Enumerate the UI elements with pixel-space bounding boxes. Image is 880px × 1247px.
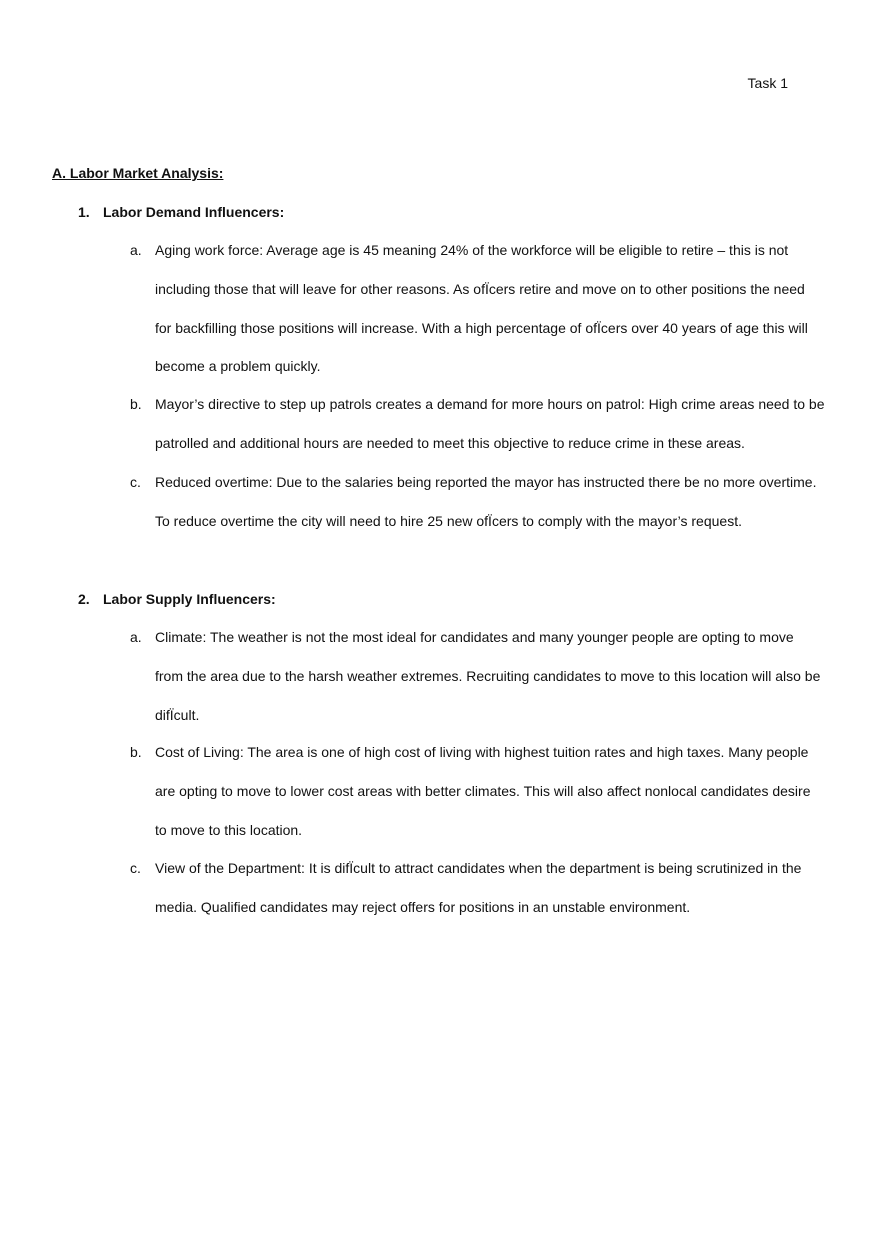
list-item-text: Cost of Living: The area is one of high cost of living with highest tuition rates and high taxes. Many people are opting to move to lower cost areas with better climates. This will also affect nonlocal candidates desire to move to this location. [155, 744, 811, 838]
heading-text: Labor Demand Influencers: [103, 204, 285, 220]
list-letter: b. [130, 744, 142, 760]
list-item [130, 463, 825, 541]
list-item-text: Mayor’s directive to step up patrols creates a demand for more hours on patrol: High crime areas need to be patrolled and additional hours are needed to meet this objective to reduce crime in these areas. [155, 396, 825, 451]
list-letter: a. [130, 629, 142, 645]
list-item [130, 231, 825, 386]
list-item-text: Reduced overtime: Due to the salaries being reported the mayor has instructed there be no more overtime. To reduce overtime the city will need to hire 25 new ofÏcers to comply with the mayor’s request. [155, 474, 817, 529]
list-letter: a. [130, 242, 142, 258]
list-item [130, 385, 825, 463]
labor-supply-heading [78, 590, 276, 608]
list-letter: c. [130, 474, 141, 490]
list-item [130, 849, 825, 927]
list-item-text: Aging work force: Average age is 45 meaning 24% of the workforce will be eligible to retire – this is not including those that will leave for other reasons. As ofÏcers retire and move on to other positions the need for backfilling those positions will increase. With a high percentage of ofÏcers over 40 years of age this will become a problem quickly. [155, 242, 808, 375]
list-item-text: Climate: The weather is not the most ideal for candidates and many younger people are opting to move from the area due to the harsh weather extremes. Recruiting candidates to move to this location will also be difÏcult. [155, 629, 821, 723]
list-number: 1. [78, 204, 90, 220]
list-letter: c. [130, 860, 141, 876]
list-letter: b. [130, 396, 142, 412]
list-item [130, 733, 825, 849]
list-item [130, 618, 825, 734]
heading-text: Labor Supply Influencers: [103, 591, 276, 607]
list-number: 2. [78, 591, 90, 607]
running-head: Task 1 [747, 75, 788, 91]
section-heading: A. Labor Market Analysis: [52, 165, 224, 181]
list-item-text: View of the Department: It is difÏcult to attract candidates when the department is being scrutinized in the media. Qualified candidates may reject offers for positions in an unstable environment. [155, 860, 802, 915]
labor-demand-heading [78, 203, 284, 221]
